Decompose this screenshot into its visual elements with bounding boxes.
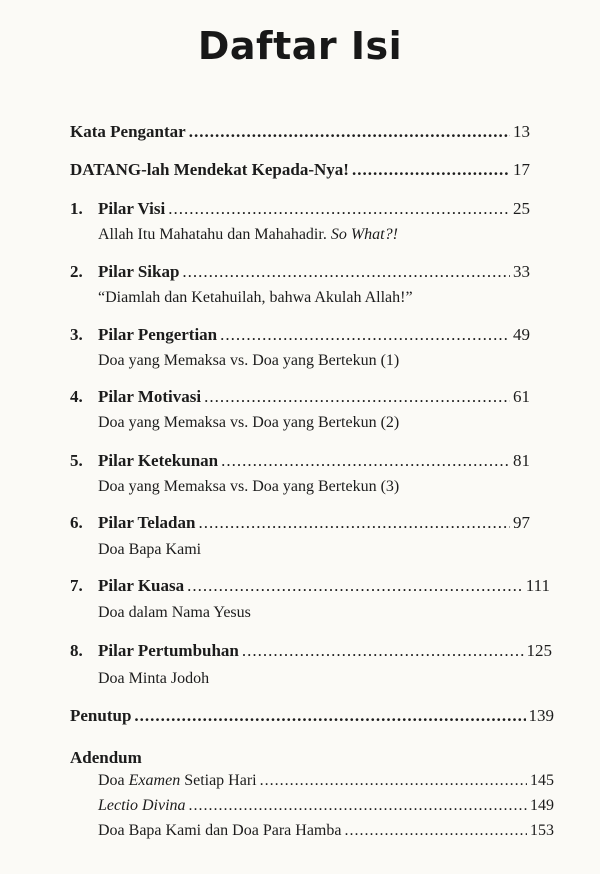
toc-entry-chapter-1[interactable] — [70, 199, 530, 219]
dot-leader — [134, 706, 525, 726]
chapter-subtitle: Doa yang Memaksa vs. Doa yang Bertekun (3) — [98, 478, 400, 495]
title-part: Doa — [98, 772, 129, 789]
dot-leader — [344, 822, 527, 840]
toc-entry-chapter-8[interactable] — [70, 641, 552, 661]
dot-leader — [168, 199, 510, 219]
entry-title: Pilar Kuasa — [98, 576, 185, 595]
entry-title: Penutup — [70, 706, 132, 725]
chapter-subtitle: Doa Bapa Kami — [98, 541, 202, 558]
page-number: 145 — [530, 772, 554, 789]
entry-title: Kata Pengantar — [70, 122, 186, 141]
dot-leader — [242, 641, 524, 661]
toc-entry-chapter-4[interactable] — [70, 387, 530, 407]
toc-entry-chapter-3[interactable] — [70, 325, 530, 345]
entry-title: Pilar Sikap — [98, 262, 180, 281]
page-number: 81 — [513, 451, 530, 470]
entry-title: Pilar Teladan — [98, 513, 196, 532]
entry-title: Pilar Motivasi — [98, 387, 202, 406]
chapter-subtitle: “Diamlah dan Ketahuilah, bahwa Akulah Allah!” — [98, 289, 413, 306]
page-number: 25 — [513, 199, 530, 218]
dot-leader — [260, 772, 527, 790]
page-number: 33 — [513, 262, 530, 281]
chapter-subtitle: Doa yang Memaksa vs. Doa yang Bertekun (1) — [98, 352, 400, 369]
chapter-number: 4. — [70, 387, 83, 406]
page-number: 17 — [513, 160, 530, 179]
page-title: Daftar Isi — [197, 24, 403, 68]
chapter-number: 1. — [70, 199, 83, 218]
chapter-number: 7. — [70, 576, 83, 595]
entry-title: DATANG-lah Mendekat Kepada-Nya! — [70, 160, 349, 179]
subtitle-text: Allah Itu Mahatahu dan Mahahadir. — [98, 226, 327, 243]
title-italic-part: Examen — [128, 772, 181, 789]
chapter-number: 2. — [70, 262, 83, 281]
chapter-number: 6. — [70, 513, 83, 532]
toc-entry-chapter-5[interactable] — [70, 451, 530, 471]
toc-entry-adendum-1[interactable] — [98, 772, 554, 790]
chapter-subtitle: Doa yang Memaksa vs. Doa yang Bertekun (2) — [98, 414, 400, 431]
chapter-number: 5. — [70, 451, 83, 470]
dot-leader — [204, 387, 510, 407]
toc-entry-datang-lah[interactable] — [70, 160, 530, 180]
dot-leader — [187, 576, 523, 596]
toc-entry-chapter-7[interactable] — [70, 576, 550, 596]
page-number: 125 — [526, 641, 552, 660]
title-part: Setiap Hari — [180, 772, 257, 789]
toc-entry-adendum-2[interactable] — [98, 797, 554, 815]
dot-leader — [189, 122, 510, 142]
dot-leader — [182, 262, 510, 282]
chapter-subtitle: Doa dalam Nama Yesus — [98, 604, 251, 621]
adendum-heading: Adendum — [70, 748, 142, 767]
page-number: 97 — [513, 513, 530, 532]
page-number: 49 — [513, 325, 530, 344]
chapter-subtitle — [98, 226, 398, 244]
toc-entry-adendum-3[interactable] — [98, 822, 554, 840]
dot-leader — [220, 325, 510, 345]
toc-entry-kata-pengantar[interactable] — [70, 122, 530, 142]
entry-title: Pilar Pertumbuhan — [98, 641, 239, 660]
chapter-subtitle: Doa Minta Jodoh — [98, 670, 210, 687]
entry-title: Doa Bapa Kami dan Doa Para Hamba — [98, 822, 342, 839]
dot-leader — [198, 513, 510, 533]
subtitle-italic-text: So What?! — [330, 226, 398, 243]
dot-leader — [221, 451, 510, 471]
entry-title — [98, 772, 257, 790]
toc-entry-chapter-2[interactable] — [70, 262, 530, 282]
entry-title: Pilar Pengertian — [98, 325, 218, 344]
chapter-number: 8. — [70, 641, 83, 660]
page-number: 153 — [530, 822, 554, 839]
toc-entry-chapter-6[interactable] — [70, 513, 530, 533]
dot-leader — [352, 160, 510, 180]
page-number: 61 — [513, 387, 530, 406]
page-number: 149 — [530, 797, 554, 814]
entry-title: Pilar Ketekunan — [98, 451, 219, 470]
toc-entry-penutup[interactable] — [70, 706, 554, 726]
page-number: 111 — [525, 576, 550, 595]
page-number: 139 — [528, 706, 554, 725]
chapter-number: 3. — [70, 325, 83, 344]
page-number: 13 — [513, 122, 530, 141]
entry-title: Pilar Visi — [98, 199, 166, 218]
dot-leader — [189, 797, 527, 815]
entry-title: Lectio Divina — [98, 797, 186, 814]
